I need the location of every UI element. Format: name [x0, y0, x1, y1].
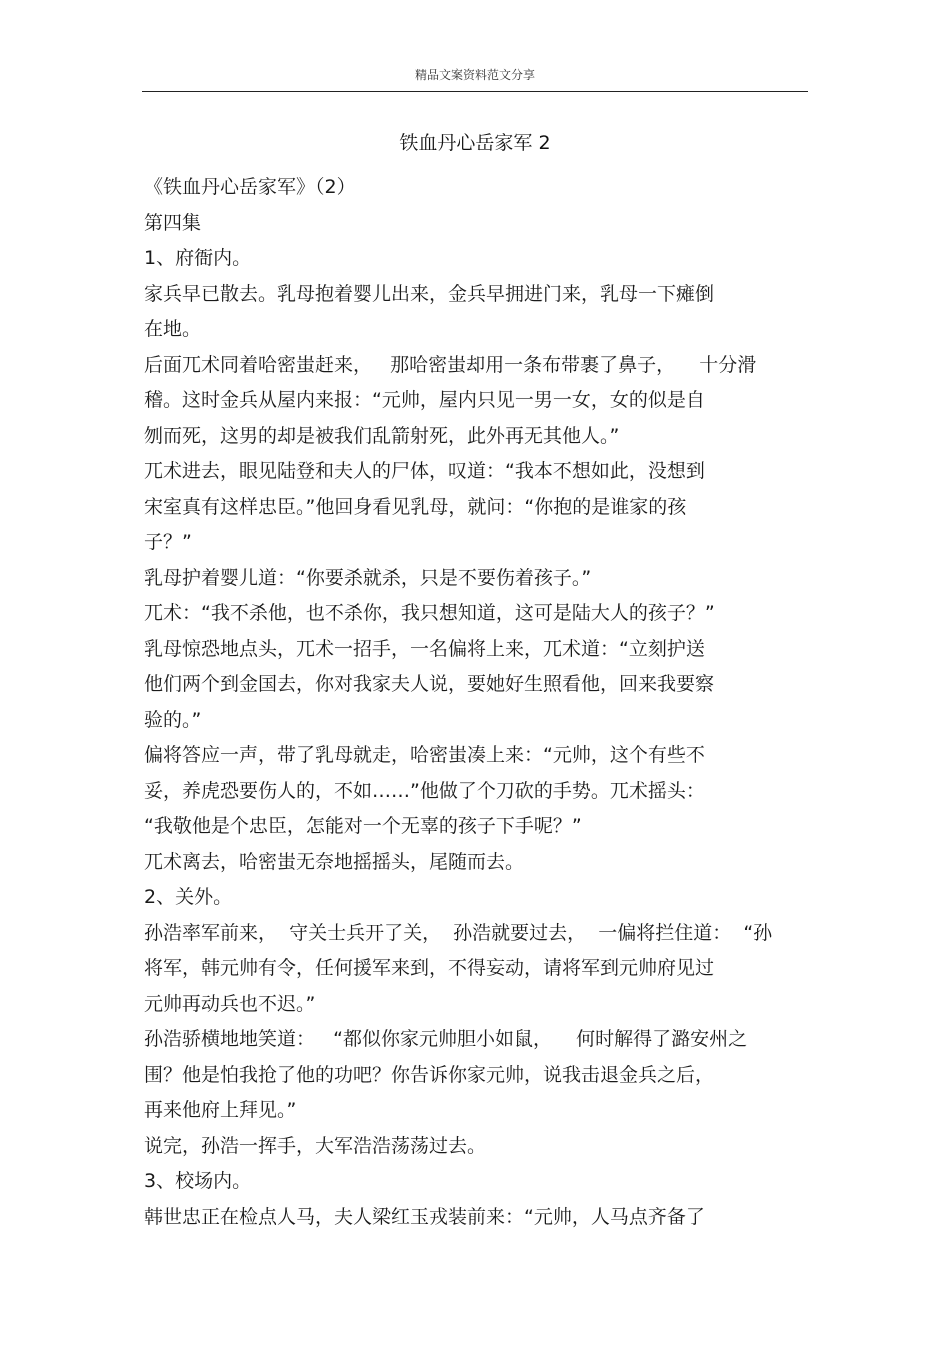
text-line: 孙浩率军前来， 守关士兵开了关， 孙浩就要过去， 一偏将拦住道： “孙: [144, 921, 773, 944]
text-line: 《铁血丹心岳家军》（2）: [144, 176, 356, 198]
text-line: 1、府衙内。: [144, 247, 252, 269]
text-line: 乳母惊恐地点头，兀术一招手，一名偏将上来，兀术道：“立刻护送: [144, 637, 705, 660]
text-line: 围？他是怕我抢了他的功吧？你告诉你家元帅，说我击退金兵之后，: [144, 1063, 715, 1086]
document-title: 铁血丹心岳家军 2: [399, 132, 551, 154]
text-line: 偏将答应一声，带了乳母就走，哈密蚩凑上来：“元帅，这个有些不: [144, 744, 705, 766]
text-line: 宋室真有这样忠臣。”他回身看见乳母，就问：“你抱的是谁家的孩: [144, 495, 687, 518]
text-line: 后面兀术同着哈密蚩赶来， 那哈密蚩却用一条布带裹了鼻子， 十分滑: [144, 353, 757, 376]
text-line: 兀术离去，哈密蚩无奈地摇摇头，尾随而去。: [144, 850, 525, 873]
text-line: 说完，孙浩一挥手，大军浩浩荡荡过去。: [144, 1134, 487, 1157]
text-line: 乳母护着婴儿道：“你要杀就杀，只是不要伤着孩子。”: [144, 566, 592, 589]
text-line: 第四集: [144, 211, 202, 234]
text-line: 韩世忠正在检点人马，夫人梁红玉戎装前来：“元帅，人马点齐备了: [144, 1205, 705, 1228]
text-line: 兀术进去，眼见陆登和夫人的尸体，叹道：“我本不想如此，没想到: [144, 460, 705, 482]
text-line: 3、校场内。: [144, 1170, 252, 1192]
text-line: 家兵早已散去。乳母抱着婴儿出来，金兵早拥进门来，乳母一下瘫倒: [144, 282, 715, 305]
text-line: 2、关外。: [144, 886, 233, 908]
text-line: “我敬他是个忠臣，怎能对一个无辜的孩子下手呢？”: [144, 815, 582, 837]
text-line: 子？”: [144, 531, 192, 553]
text-line: 稽。这时金兵从屋内来报：“元帅，屋内只见一男一女，女的似是自: [144, 389, 705, 411]
text-line: 刎而死，这男的却是被我们乱箭射死，此外再无其他人。”: [144, 424, 620, 447]
header-divider: [142, 91, 808, 92]
page-header: 精品文案资料范文分享: [414, 68, 535, 82]
text-line: 在地。: [144, 318, 202, 340]
text-line: 兀术：“我不杀他，也不杀你，我只想知道，这可是陆大人的孩子？”: [144, 602, 715, 624]
text-line: 妥，养虎恐要伤人的，不如……”他做了个刀砍的手势。兀术摇头：: [144, 779, 705, 802]
text-line: 将军，韩元帅有令，任何援军来到，不得妄动，请将军到元帅府见过: [144, 957, 715, 979]
text-line: 他们两个到金国去，你对我家夫人说，要她好生照看他，回来我要察: [144, 673, 715, 695]
text-line: 再来他府上拜见。”: [144, 1099, 297, 1121]
text-line: 验的。”: [144, 708, 202, 731]
text-line: 孙浩骄横地地笑道： “都似你家元帅胆小如鼠， 何时解得了潞安州之: [144, 1028, 748, 1050]
text-line: 元帅再动兵也不迟。”: [144, 992, 316, 1015]
document-body: [144, 170, 806, 1235]
